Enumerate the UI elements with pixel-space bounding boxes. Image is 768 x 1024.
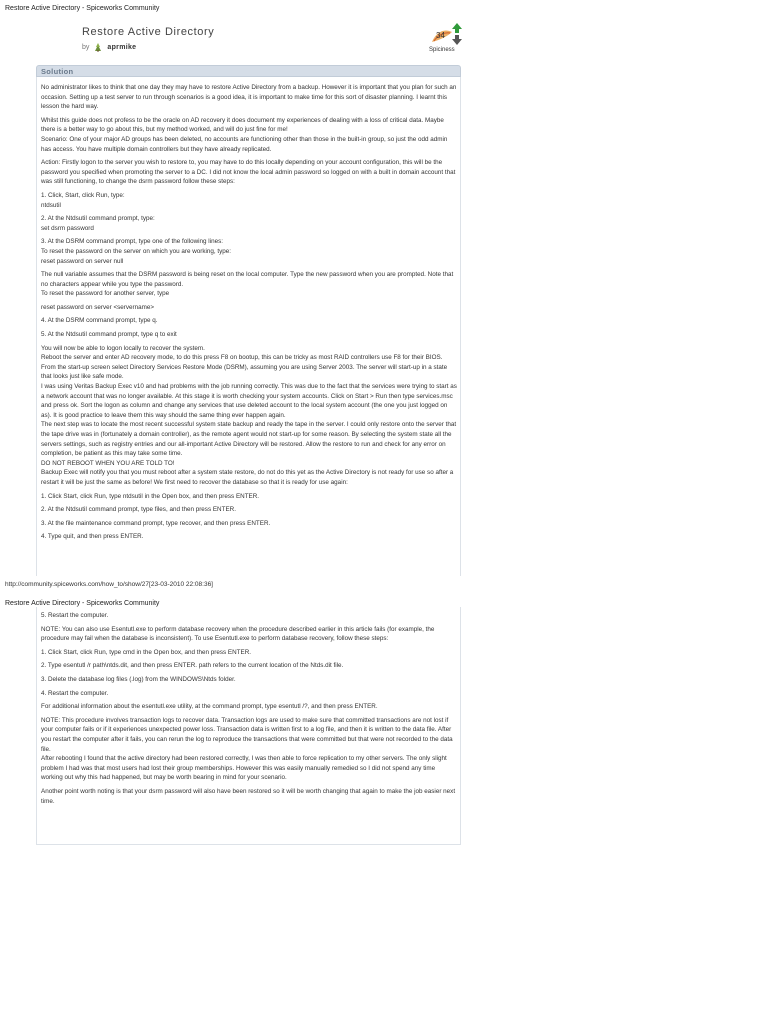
paragraph: To reset the password on the server on which you are working, type: [41,247,232,255]
step: 4. At the DSRM command prompt, type q. [41,317,158,325]
step: 4. Restart the computer. [41,689,109,697]
paragraph: Whilst this guide does not profess to be the oracle on AD recovery it does document my experiences of dealing with a loss of critical data. Maybe there is a better way to go about this, but my method worked, and will do just fine for me! [41,116,444,134]
paragraph: Scenario: One of your major AD groups has been deleted, no accounts are functioning other than those in the built-in group, so just the odd admin has access. You have multiple domain controllers but they have already replicated. [41,135,448,153]
command: ntdsutil [41,201,61,209]
paragraph: The next step was to locate the most recent successful system state backup and ready the tape in the server. I could only restore onto the server that the tape drive was in (fortunately a domain controller), as the remote agent would not start-up for some reason. By selecting the system state all the servers settings, such as registry entries and our all-important Active Directory will be restored. Allow the restore to run and check for any error on completion, be patient as this may take some time. [41,421,457,458]
author-link[interactable]: aprmike [107,43,137,51]
vote-up-icon[interactable] [452,23,462,33]
command: reset password on server null [41,257,124,265]
paragraph: After rebooting I found that the active directory had been restored correctly, I was then able to force replication to my other servers. The only slight problem I had was that most users had lost their group memberships. However this was easily manually remedied so I did not spend any time working out why this had happened, but may be worth bearing in mind for your scenario. [41,755,447,782]
step: 3. At the DSRM command prompt, type one of the following lines: [41,238,224,246]
print-footer-url: http://community.spiceworks.com/how_to/show/27[23-03-2010 22:08:36] [5,581,213,588]
step: 1. Click, Start, click Run, type: [41,191,125,199]
warning-text: DO NOT REBOOT WHEN YOU ARE TOLD TO! [41,459,175,467]
article-title: Restore Active Directory [82,26,215,38]
print-page-header: Restore Active Directory - Spiceworks Community [5,600,160,607]
paragraph: For additional information about the esentutl.exe utility, at the command prompt, type esentutl /?, and then press ENTER. [41,703,378,711]
paragraph: Backup Exec will notify you that you must reboot after a system state restore, do not do this yet as the Active Directory is not ready for use so after a restart it will be just the same as before! We first need to recover the database so that it is ready for use again: [41,469,454,486]
command: reset password on server <servername> [41,303,155,311]
note-paragraph: NOTE: This procedure involves transaction logs to recover data. Transaction logs are used to make sure that committed transactions are not lost if your computer fails or if it experiences unexpected power loss. Transaction data is written first to a log file, and then it is written to the data file. After you restart the computer after it fails, you can rerun the log to reproduce the transactions that were committed but that were not recorded to the data file. [41,716,453,753]
print-page-header: Restore Active Directory - Spiceworks Community [5,5,160,12]
solution-header [36,65,461,77]
paragraph: The null variable assumes that the DSRM password is being reset on the local computer. Type the new password when you are prompted. Note that no characters appear while you type the password. [41,271,454,288]
vote-down-icon[interactable] [452,35,462,45]
paragraph: No administrator likes to think that one day they may have to restore Active Directory from a backup. However it is important that you plan for such an occasion. Setting up a test server to run through scenarios is a good idea, it is important to make time for this sort of disaster planning. I learnt this lesson the hard way. [41,84,457,111]
paragraph: You will now be able to logon locally to recover the system. [41,344,205,352]
step: 4. Type quit, and then press ENTER. [41,533,144,541]
solution-body-page1 [41,83,457,546]
paragraph: I was using Veritas Backup Exec v10 and had problems with the job running correctly. This was due to the fact that the services were trying to start as a network account that was no longer available. At this stage it is worth checking your system accounts. Click on Start > Run then type services.msc and press ok. Sort the logon as column and change any services that use deleted account to the local system account (the one you just logged on as). It is good practice to leave them this way should the same thing ever happen again. [41,383,457,419]
step: 3. At the file maintenance command prompt, type recover, and then press ENTER. [41,519,271,527]
paragraph: Another point worth noting is that your dsrm password will also have been restored so it will be worth changing that again to make the job easier next time. [41,787,456,805]
solution-body-page2 [41,611,457,810]
command: set dsrm password [41,224,94,232]
spiciness-count: 34 [436,31,445,40]
author-avatar-icon[interactable] [93,42,103,52]
note-paragraph: NOTE: You can also use Esentutl.exe to perform database recovery when the procedure described earlier in this article fails (for example, the procedure may fail when the database is inconsistent). To use Esentutl.exe to perform database recovery, follow these steps: [41,625,435,643]
paragraph: Reboot the server and enter AD recovery mode, to do this press F8 on bootup, this can be tricky as most RAID controllers use F8 for their BIOS. From the start-up screen select Directory Services Restore Mode (DSRM), assuming you are using Server 2003. The server will start-up in a state that looks just like safe mode. [41,354,448,381]
paragraph: To reset the password for another server, type [41,290,170,298]
spiciness-badge[interactable] [426,22,462,56]
spiciness-label: Spiciness [429,47,455,53]
step: 5. Restart the computer. [41,612,109,619]
step: 5. At the Ntdsutil command prompt, type q to exit [41,331,177,339]
solution-label: Solution [41,67,74,76]
step: 2. At the Ntdsutil command prompt, type: [41,215,155,223]
paragraph: Action: Firstly logon to the server you wish to restore to, you may have to do this locally depending on your account configuration, this will be the password you specified when promoting the server to a DC. I did not know the local admin password so logged on with a built in domain account that was still functioning, to change the dsrm password follow these steps: [41,159,456,186]
step: 2. Type esentutl /r path\ntds.dit, and then press ENTER. path refers to the current location of the Ntds.dit file. [41,662,344,670]
byline [82,42,136,52]
step: 3. Delete the database log files (.log) from the WINDOWS\Ntds folder. [41,675,236,683]
step: 1. Click Start, click Run, type ntdsutil in the Open box, and then press ENTER. [41,492,260,500]
step: 1. Click Start, click Run, type cmd in the Open box, and then press ENTER. [41,648,251,656]
by-label: by [82,43,90,51]
step: 2. At the Ntdsutil command prompt, type files, and then press ENTER. [41,506,236,514]
